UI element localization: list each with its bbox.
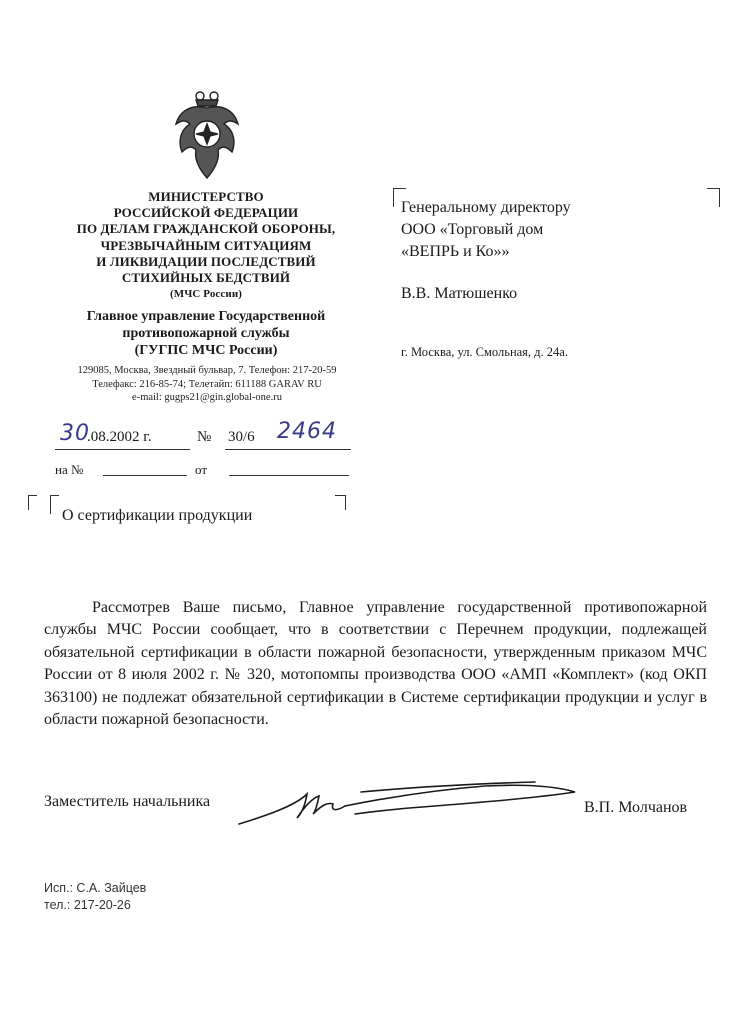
date-handwritten: 30 bbox=[60, 421, 90, 446]
handwritten-signature bbox=[235, 776, 585, 831]
executor-name: Исп.: С.А. Зайцев bbox=[44, 881, 147, 895]
ministry-line: МИНИСТЕРСТВО bbox=[148, 189, 264, 204]
department-line: Главное управление Государственной bbox=[86, 309, 326, 324]
letter-body: Рассмотрев Ваше письмо, Главное управление государственной противопожарной службы МЧС России сообщает, что в соответствии с Перечнем продукции, подлежащей обязательной сертификации в области пожарной безопасности, утвержденным приказом МЧС России от 8 июля 2002 г. № 320, мотопомпы производства ООО «АМП «Комплект» (код ОКП 363100) не подлежат обязательной сертификации в Системе сертификации продукции и услуг в области пожарной безопасности. bbox=[44, 599, 707, 729]
sender-address: 129085, Москва, Звездный бульвар, 7. Телефон: 217-20-59 bbox=[77, 365, 337, 376]
ministry-line: СТИХИЙНЫХ БЕДСТВИЙ bbox=[121, 270, 291, 286]
date-printed: .08.2002 г. bbox=[87, 429, 152, 445]
ministry-header bbox=[40, 189, 372, 302]
registration-block bbox=[55, 421, 355, 481]
recipient-line: ООО «Торговый дом bbox=[401, 221, 544, 238]
ministry-abbreviation: (МЧС России) bbox=[169, 288, 243, 301]
department-line: (ГУГПС МЧС России) bbox=[134, 343, 278, 358]
recipient-line: «ВЕПРЬ и Ко»» bbox=[401, 243, 510, 260]
recipient-block bbox=[401, 197, 701, 263]
subject-corner-left-outer bbox=[28, 495, 37, 510]
signatory-name: В.П. Молчанов bbox=[584, 799, 688, 816]
number-handwritten: 2464 bbox=[277, 419, 337, 444]
from-label: от bbox=[195, 462, 208, 477]
signatory-title: Заместитель начальника bbox=[44, 793, 211, 810]
department-line: противопожарной службы bbox=[122, 326, 290, 341]
ref-underline bbox=[103, 475, 187, 476]
recipient-corner-right bbox=[707, 188, 720, 207]
date-underline bbox=[55, 449, 190, 450]
department-header bbox=[40, 308, 372, 359]
sender-fax: Телефакс: 216-85-74; Телетайп: 611188 GARAV RU bbox=[92, 378, 322, 390]
recipient-line: Генеральному директору bbox=[401, 199, 571, 216]
subject-corner-left-inner bbox=[50, 495, 59, 514]
ministry-line: И ЛИКВИДАЦИИ ПОСЛЕДСТВИЙ bbox=[96, 253, 316, 269]
subject-corner-right bbox=[335, 495, 346, 510]
ministry-line: ЧРЕЗВЫЧАЙНЫМ СИТУАЦИЯМ bbox=[100, 237, 312, 253]
recipient-name: В.В. Матюшенко bbox=[401, 285, 518, 302]
executor-phone: тел.: 217-20-26 bbox=[44, 898, 131, 912]
sender-email: e-mail: gugps21@gin.global-one.ru bbox=[132, 392, 282, 403]
ministry-line: РОССИЙСКОЙ ФЕДЕРАЦИИ bbox=[113, 205, 299, 221]
from-underline bbox=[229, 475, 349, 476]
letter-subject: О сертификации продукции bbox=[62, 507, 253, 524]
ministry-line: ПО ДЕЛАМ ГРАЖДАНСКОЙ ОБОРОНЫ, bbox=[76, 221, 336, 237]
number-underline bbox=[225, 449, 351, 450]
number-printed: 30/6 bbox=[228, 429, 255, 445]
sender-contacts bbox=[42, 364, 372, 405]
recipient-address: г. Москва, ул. Смольная, д. 24а. bbox=[401, 345, 568, 359]
number-label: № bbox=[197, 429, 212, 445]
ref-label: на № bbox=[55, 462, 84, 477]
emblem-icon bbox=[172, 90, 242, 182]
executor-block bbox=[44, 880, 146, 914]
